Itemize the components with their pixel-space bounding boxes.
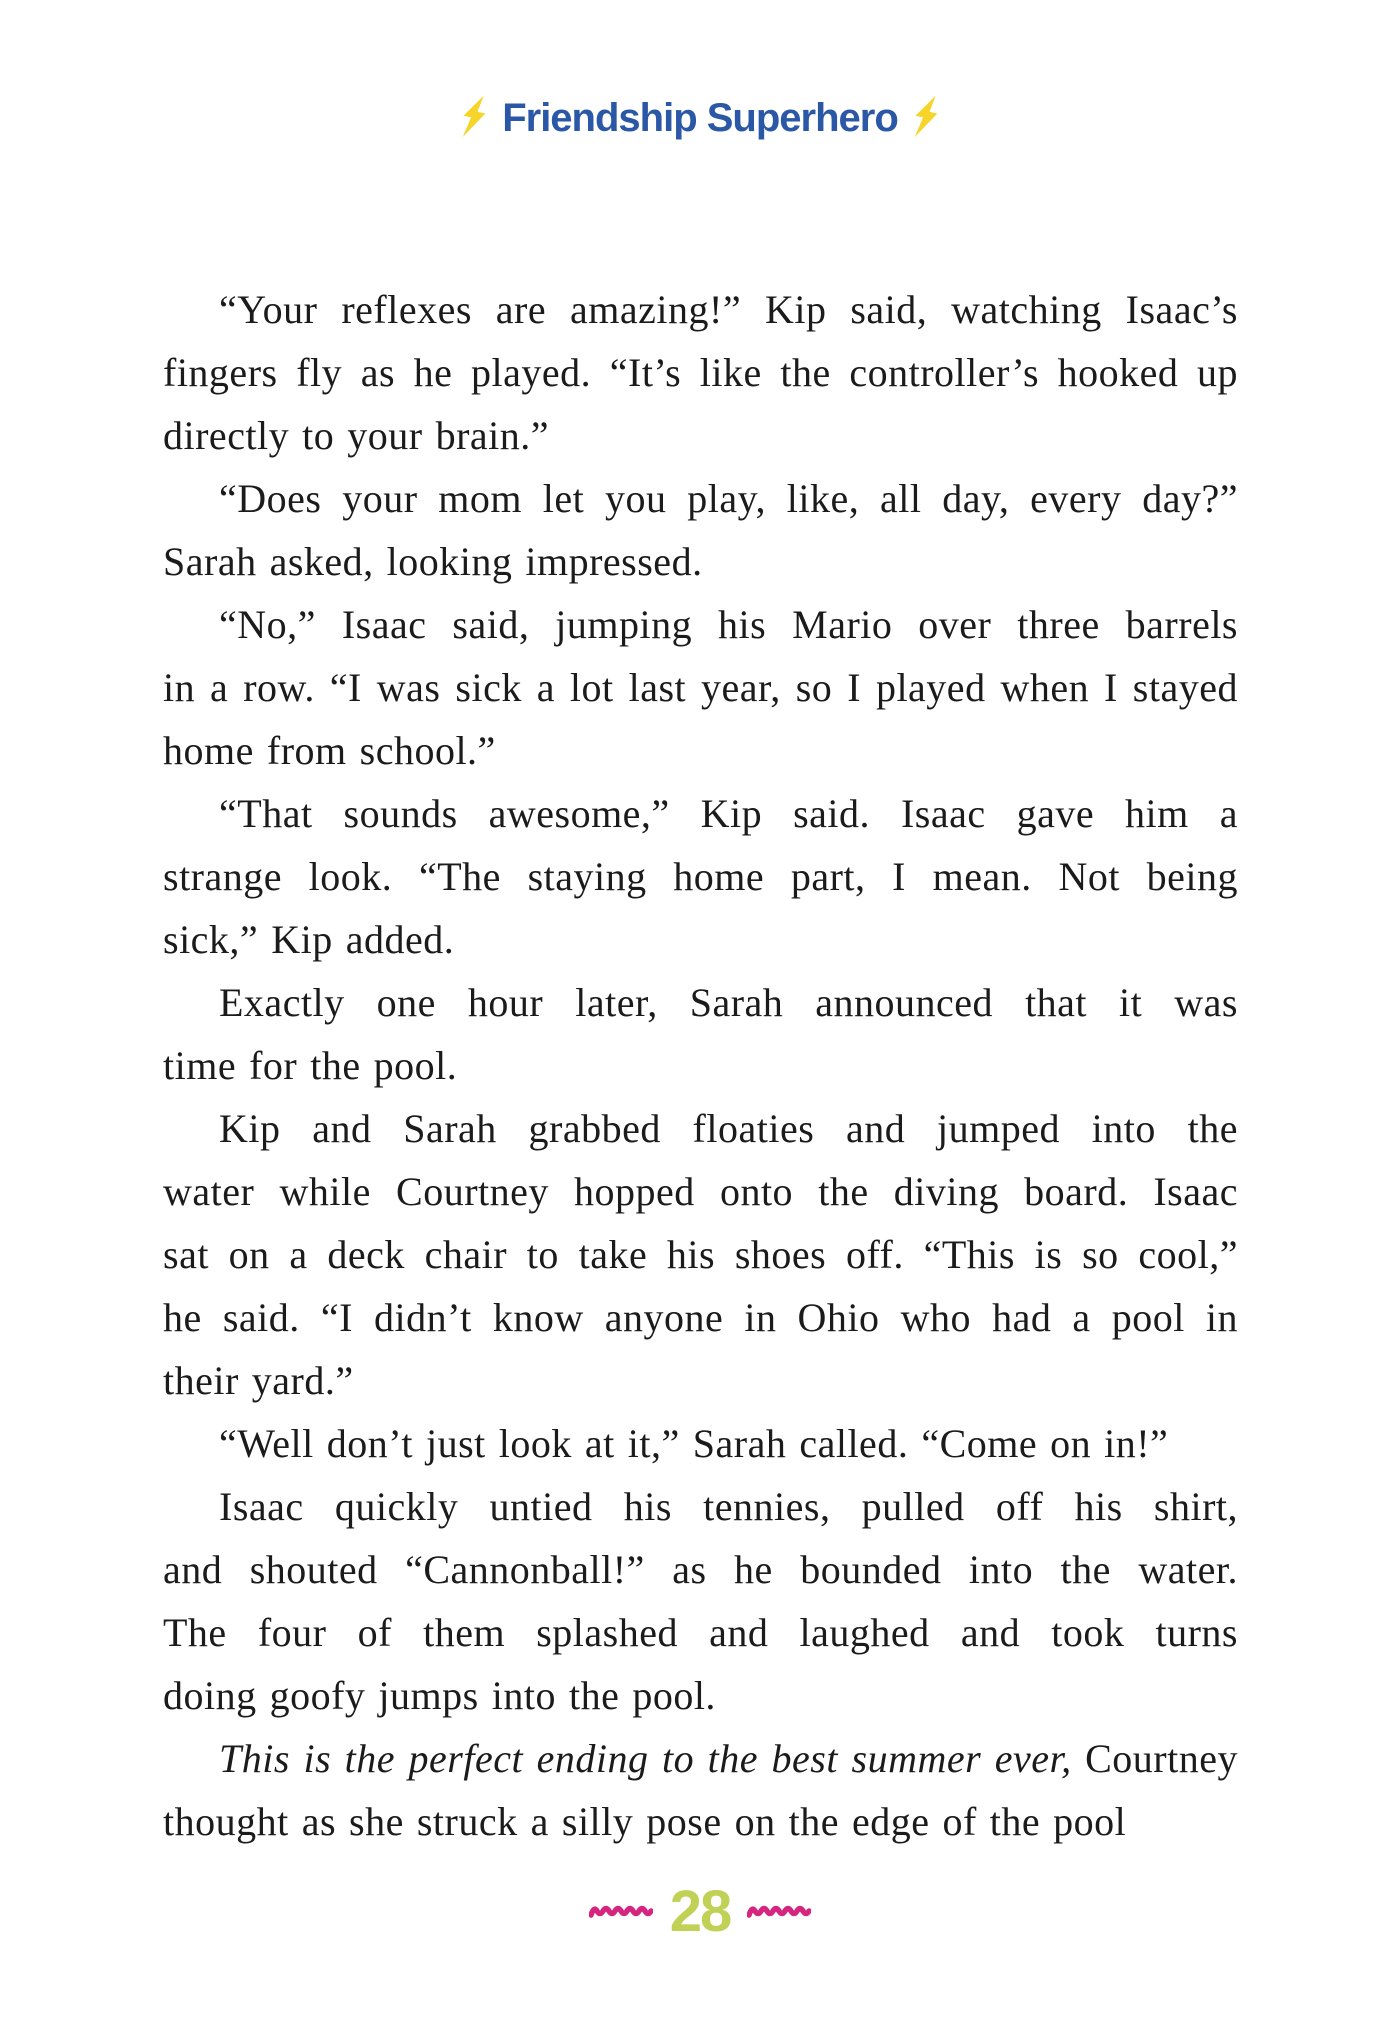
story-line: thought as she struck a silly pose on the edge of the pool	[163, 1799, 1127, 1844]
paragraph	[163, 1475, 1238, 1727]
squiggle-right-icon	[747, 1902, 811, 1922]
paragraph	[163, 782, 1238, 971]
story-line: “No,” Isaac said, jumping his Mario over three barrels	[219, 602, 1238, 647]
paragraph	[163, 278, 1238, 467]
story-line: Exactly one hour later, Sarah announced that it was	[219, 980, 1238, 1025]
paragraph	[163, 1097, 1238, 1412]
lightning-bolt-icon	[455, 91, 494, 141]
paragraph	[163, 1727, 1238, 1853]
lightning-bolt-icon	[906, 91, 945, 141]
chapter-title: Friendship Superhero	[502, 95, 898, 140]
paragraph	[163, 467, 1238, 593]
story-line: sat on a deck chair to take his shoes off. “This is so cool,”	[163, 1232, 1238, 1277]
story-line: “That sounds awesome,” Kip said. Isaac gave him a	[219, 791, 1238, 836]
story-line: “Well don’t just look at it,” Sarah called. “Come on in!”	[219, 1421, 1169, 1466]
story-line: doing goofy jumps into the pool.	[163, 1673, 716, 1718]
story-line: The four of them splashed and laughed and took turns	[163, 1610, 1238, 1655]
story-line: Isaac quickly untied his tennies, pulled off his shirt,	[219, 1484, 1238, 1529]
story-line: “Does your mom let you play, like, all day, every day?”	[219, 476, 1238, 521]
squiggle-left-icon	[589, 1902, 653, 1922]
story-line: fingers fly as he played. “It’s like the controller’s hooked up	[163, 350, 1238, 395]
story-line: directly to your brain.”	[163, 413, 550, 458]
chapter-header	[0, 94, 1400, 139]
story-line: he said. “I didn’t know anyone in Ohio who had a pool in	[163, 1295, 1238, 1340]
paragraph	[163, 1412, 1238, 1475]
story-line: sick,” Kip added.	[163, 917, 455, 962]
page-footer	[0, 1876, 1400, 1948]
story-line: in a row. “I was sick a lot last year, so I played when I stayed	[163, 665, 1238, 710]
page-number: 28	[669, 1879, 731, 1944]
story-line: time for the pool.	[163, 1043, 458, 1088]
story-line: This is the perfect ending to the best summer ever, Courtney	[219, 1736, 1238, 1781]
paragraph	[163, 593, 1238, 782]
story-line: “Your reflexes are amazing!” Kip said, watching Isaac’s	[219, 287, 1238, 332]
story-line: Kip and Sarah grabbed floaties and jumped into the	[219, 1106, 1238, 1151]
story-line: and shouted “Cannonball!” as he bounded into the water.	[163, 1547, 1238, 1592]
story-line: home from school.”	[163, 728, 496, 773]
paragraph	[163, 971, 1238, 1097]
story-text	[163, 278, 1238, 1853]
story-line: Sarah asked, looking impressed.	[163, 539, 703, 584]
story-line: their yard.”	[163, 1358, 354, 1403]
story-line: strange look. “The staying home part, I mean. Not being	[163, 854, 1238, 899]
story-line: water while Courtney hopped onto the diving board. Isaac	[163, 1169, 1238, 1214]
